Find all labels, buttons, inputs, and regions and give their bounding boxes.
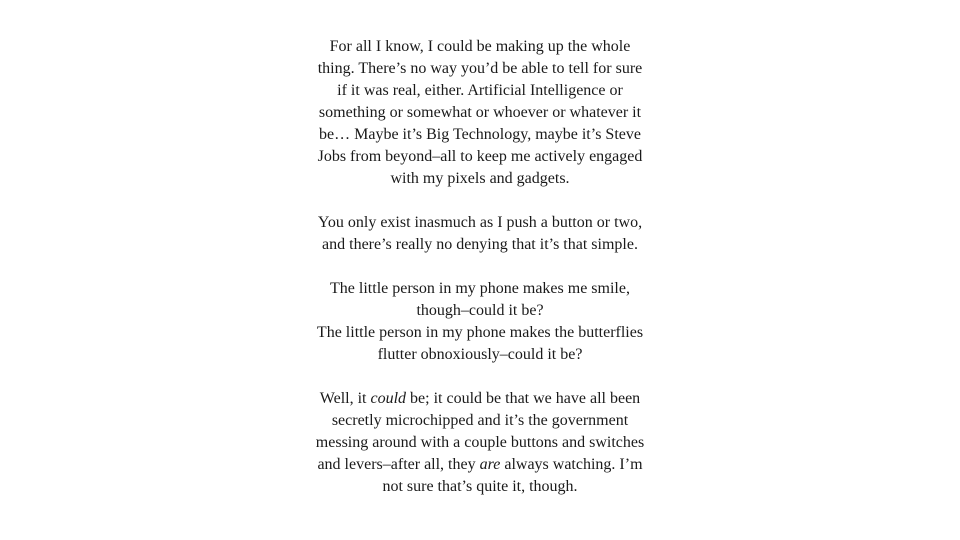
paragraph-2	[0, 212, 960, 256]
text-line: Well, it could be; it could be that we have all been	[319, 390, 641, 407]
text-line: if it was real, either. Artificial Intelligence or	[337, 82, 623, 99]
text-line: with my pixels and gadgets.	[390, 170, 570, 187]
text-line: For all I know, I could be making up the whole	[329, 38, 631, 55]
text-line: secretly microchipped and it’s the government	[331, 412, 629, 429]
text-line: messing around with a couple buttons and switches	[315, 434, 645, 451]
paragraph-3	[0, 278, 960, 366]
text-line: You only exist inasmuch as I push a button or two,	[317, 214, 643, 231]
text-line: though–could it be?	[416, 302, 544, 319]
text-line: not sure that’s quite it, though.	[382, 478, 578, 495]
text-line: and there’s really no denying that it’s that simple.	[322, 236, 638, 253]
text-line: and levers–after all, they are always watching. I’m	[317, 456, 643, 473]
emphasis-are: are	[479, 456, 501, 473]
emphasis-could: could	[370, 390, 407, 407]
paragraph-1	[0, 36, 960, 190]
text-line: something or somewhat or whoever or whatever it	[318, 104, 642, 121]
text-line: flutter obnoxiously–could it be?	[377, 346, 583, 363]
paragraph-4	[0, 388, 960, 498]
text-body	[0, 36, 960, 520]
text-line: be… Maybe it’s Big Technology, maybe it’s Steve	[319, 126, 641, 143]
text-line: The little person in my phone makes the butterflies	[316, 324, 644, 341]
text-line: thing. There’s no way you’d be able to tell for sure	[317, 60, 643, 77]
text-line: The little person in my phone makes me smile,	[330, 280, 630, 297]
text-line: Jobs from beyond–all to keep me actively engaged	[317, 148, 643, 165]
